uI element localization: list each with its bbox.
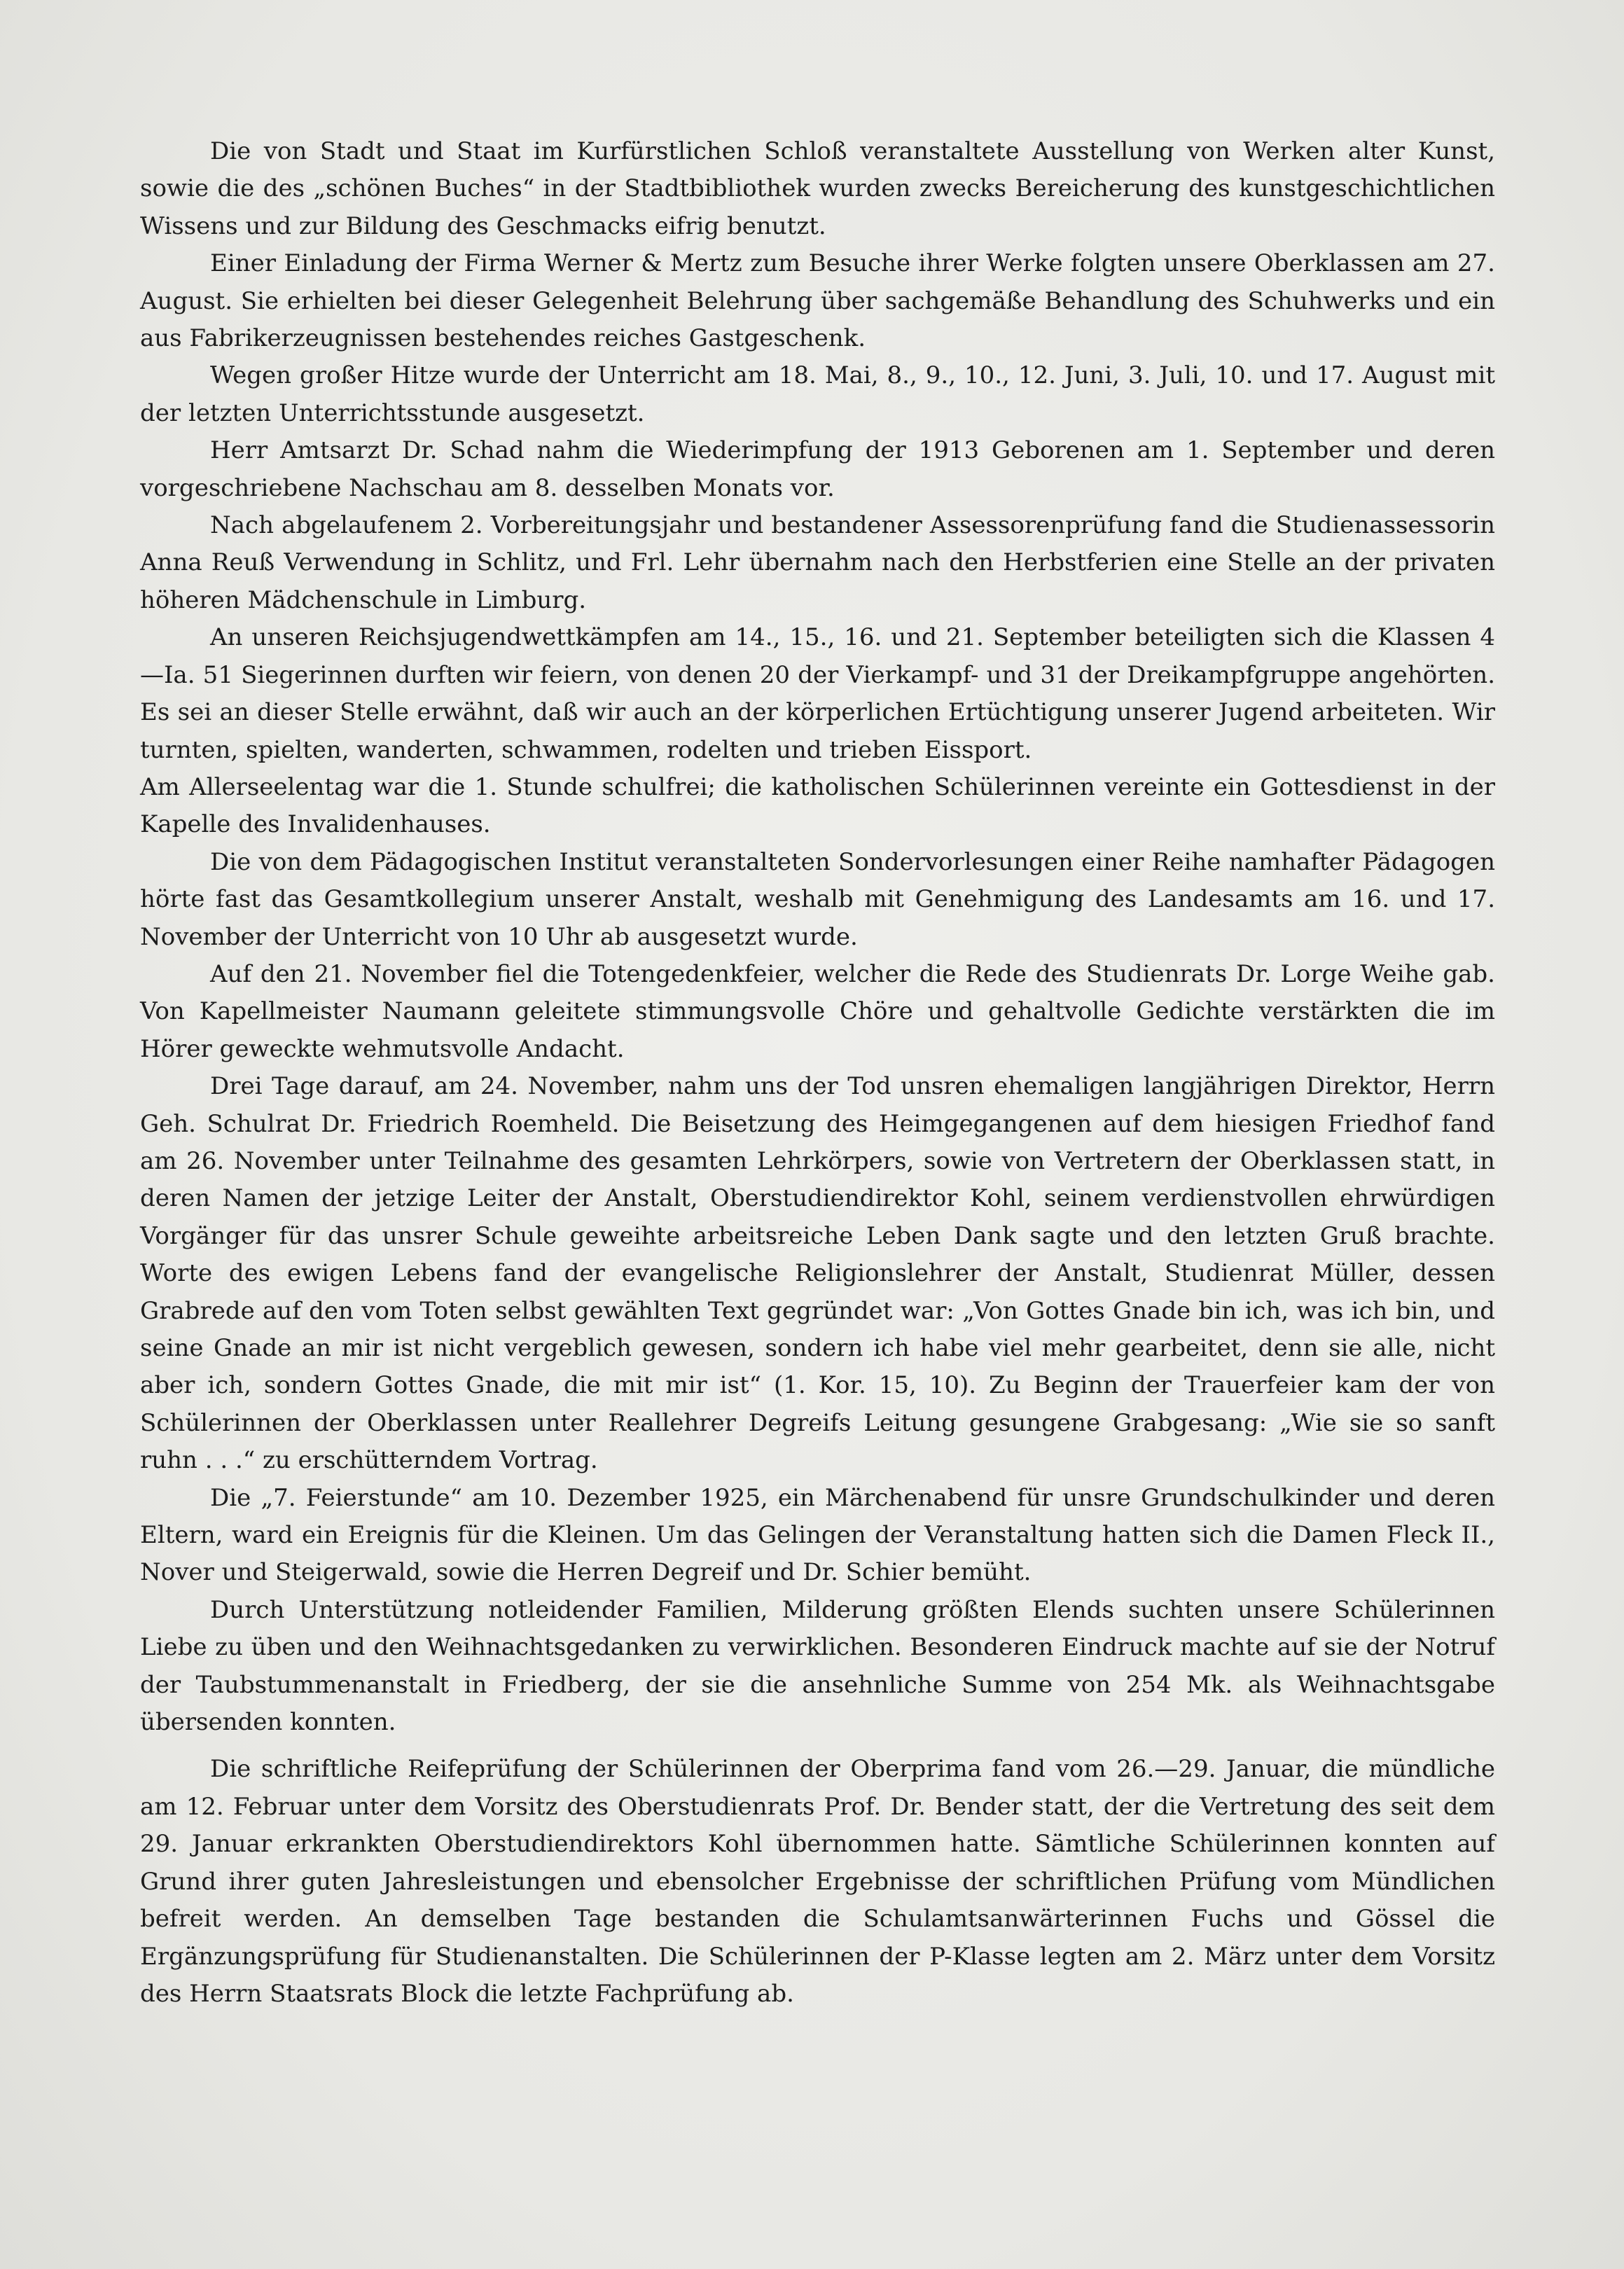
paragraph-youth-competitions: An unseren Reichsjugendwettkämpfen am 14., 15., 16. und 21. September beteiligten sich die Klassen 4—Ia. 51 Siegerinnen durften wir feiern, von denen 20 der Vierkampf- und 31 der Dreikampfgruppe angehörten. Es sei an dieser Stelle erwähnt, daß wir auch an der körperlichen Ertüchtigung unserer Jugend arbeiteten. Wir turnten, spielten, wanderten, schwammen, rodelten und trieben Eissport.	[140, 623, 1495, 764]
paragraph-charity: Durch Unterstützung notleidender Familien, Milderung größten Elends suchten unsere Schülerinnen Liebe zu üben und den Weihnachtsgedanken zu verwirklichen. Besonderen Eindruck machte auf sie der Notruf der Taubstummenanstalt in Friedberg, der sie die ansehnliche Summe von 254 Mk. als Weihnachtsgabe übersenden konnten.	[140, 1595, 1495, 1737]
paragraph-all-souls-day: Am Allerseelentag war die 1. Stunde schulfrei; die katholischen Schülerinnen vereinte ein Gottesdienst in der Kapelle des Invalidenhauses.	[140, 772, 1495, 839]
paragraph-heat-break: Wegen großer Hitze wurde der Unterricht am 18. Mai, 8., 9., 10., 12. Juni, 3. Juli, 10. und 17. August mit der letzten Unterrichtsstunde ausgesetzt.	[140, 361, 1495, 427]
paragraph-staff-changes: Nach abgelaufenem 2. Vorbereitungsjahr und bestandener Assessorenprüfung fand die Studienassessorin Anna Reuß Verwendung in Schlitz, und Frl. Lehr übernahm nach den Herbstferien eine Stelle an der privaten höheren Mädchenschule in Limburg.	[140, 511, 1495, 614]
paragraph-factory-visit: Einer Einladung der Firma Werner & Mertz zum Besuche ihrer Werke folgten unsere Oberklassen am 27. August. Sie erhielten bei dieser Gelegenheit Belehrung über sachgemäße Behandlung des Schuhwerks und ein aus Fabrikerzeugnissen bestehendes reiches Gastgeschenk.	[140, 249, 1495, 353]
paragraph-final-exams: Die schriftliche Reifeprüfung der Schülerinnen der Oberprima fand vom 26.—29. Januar, die mündliche am 12. Februar unter dem Vorsitz des Oberstudienrats Prof. Dr. Bender statt, der die Vertretung des seit dem 29. Januar erkrankten Oberstudiendirektors Kohl übernommen hatte. Sämtliche Schülerinnen konnten auf Grund ihrer guten Jahresleistungen und ebensolcher Ergebnisse der schriftlichen Prüfung vom Mündlichen befreit werden. An demselben Tage bestanden die Schulamtsanwärterinnen Fuchs und Gössel die Ergänzungsprüfung für Studienanstalten. Die Schülerinnen der P-Klasse legten am 2. März unter dem Vorsitz des Herrn Staatsrats Block die letzte Fachprüfung ab.	[140, 1755, 1495, 2008]
paragraph-vaccination: Herr Amtsarzt Dr. Schad nahm die Wiederimpfung der 1913 Geborenen am 1. September und deren vorgeschriebene Nachschau am 8. desselben Monats vor.	[140, 436, 1495, 502]
paragraph-fairy-tale-evening: Die „7. Feierstunde“ am 10. Dezember 1925, ein Märchenabend für unsre Grundschulkinder und deren Eltern, ward ein Ereignis für die Kleinen. Um das Gelingen der Veranstaltung hatten sich die Damen Fleck II., Nover und Steigerwald, sowie die Herren Degreif und Dr. Schier bemüht.	[140, 1483, 1495, 1587]
paragraph-memorial: Auf den 21. November fiel die Totengedenkfeier, welcher die Rede des Studienrats Dr. Lorge Weihe gab. Von Kapellmeister Naumann geleitete stimmungsvolle Chöre und gehaltvolle Gedichte verstärkten die im Hörer geweckte wehmutsvolle Andacht.	[140, 959, 1495, 1063]
paragraph-exhibition: Die von Stadt und Staat im Kurfürstlichen Schloß veranstaltete Ausstellung von Werken alter Kunst, sowie die des „schönen Buches“ in der Stadtbibliothek wurden zwecks Bereicherung des kunstgeschichtlichen Wissens und zur Bildung des Geschmacks eifrig benutzt.	[140, 137, 1495, 240]
paragraph-director-death: Drei Tage darauf, am 24. November, nahm uns der Tod unsren ehemaligen langjährigen Direktor, Herrn Geh. Schulrat Dr. Friedrich Roemheld. Die Beisetzung des Heimgegangenen auf dem hiesigen Friedhof fand am 26. November unter Teilnahme des gesamten Lehrkörpers, sowie von Vertretern der Oberklassen statt, in deren Namen der jetzige Leiter der Anstalt, Oberstudiendirektor Kohl, seinem verdienstvollen ehrwürdigen Vorgänger für das unsrer Schule geweihte arbeitsreiche Leben Dank sagte und den letzten Gruß brachte. Worte des ewigen Lebens fand der evangelische Religionslehrer der Anstalt, Studienrat Müller, dessen Grabrede auf den vom Toten selbst gewählten Text gegründet war: „Von Gottes Gnade bin ich, was ich bin, und seine Gnade an mir ist nicht vergeblich gewesen, sondern ich habe viel mehr gearbeitet, denn sie alle, nicht aber ich, sondern Gottes Gnade, die mit mir ist“ (1. Kor. 15, 10). Zu Beginn der Trauerfeier kam der von Schülerinnen der Oberklassen unter Reallehrer Degreifs Leitung gesungene Grabgesang: „Wie sie so sanft ruhn . . .“ zu erschütterndem Vortrag.	[140, 1072, 1495, 1475]
document-body	[140, 133, 1495, 2013]
paragraph-lectures: Die von dem Pädagogischen Institut veranstalteten Sondervorlesungen einer Reihe namhafter Pädagogen hörte fast das Gesamtkollegium unserer Anstalt, weshalb mit Genehmigung des Landesamts am 16. und 17. November der Unterricht von 10 Uhr ab ausgesetzt wurde.	[140, 847, 1495, 951]
